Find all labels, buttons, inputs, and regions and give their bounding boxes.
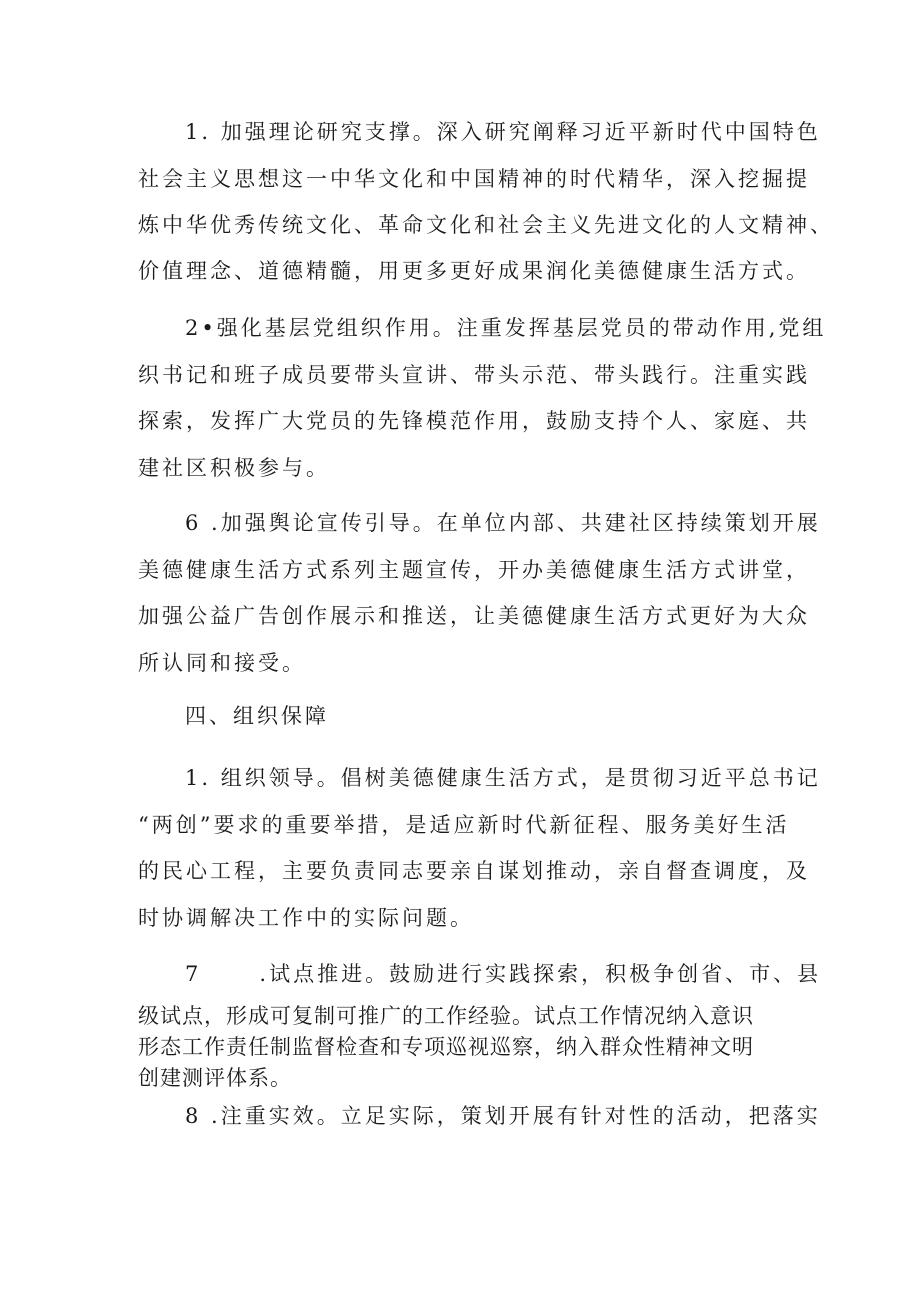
paragraph-3-line-1: 6 .加强舆论宣传引导。在单位内部、共建社区持续策划开展 <box>185 511 821 535</box>
paragraph-3-line-4: 所认同和接受。 <box>138 651 306 675</box>
paragraph-2-line-1: 2•强化基层党组织作用。注重发挥基层党员的带动作用,党组 <box>185 316 827 340</box>
paragraph-1-line-1: 1. 加强理论研究支撑。深入研究阐释习近平新时代中国特色 <box>185 120 821 144</box>
paragraph-1-line-3: 炼中华优秀传统文化、革命文化和社会主义先进文化的人文精神、 <box>138 213 834 237</box>
paragraph-1-line-2: 社会主义思想这一中华文化和中国精神的时代精华，深入挖掘提 <box>138 167 810 191</box>
paragraph-4-line-4: 时协调解决工作中的实际问题。 <box>138 906 474 930</box>
paragraph-4-line-1: 1. 组织领导。倡树美德健康生活方式，是贯彻习近平总书记 <box>185 766 821 790</box>
paragraph-2-line-4: 建社区积极参与。 <box>138 456 330 480</box>
paragraph-2-line-3: 探索，发挥广大党员的先锋模范作用，鼓励支持个人、家庭、共 <box>138 409 810 433</box>
paragraph-2-line-2: 织书记和班子成员要带头宣讲、带头示范、带头践行。注重实践 <box>138 363 810 387</box>
paragraph-5-line-4: 创建测评体系。 <box>138 1066 292 1090</box>
paragraph-5-line-3: 形态工作责任制监督检查和专项巡视巡察，纳入群众性精神文明 <box>138 1035 754 1059</box>
paragraph-5-line-1: 7 .试点推进。鼓励进行实践探索，积极争创省、市、县 <box>185 962 822 986</box>
paragraph-4-line-3: 的民心工程，主要负责同志要亲自谋划推动，亲自督查调度，及 <box>138 859 810 883</box>
paragraph-4-line-2: “两创”要求的重要举措，是适应新时代新征程、服务美好生活 <box>138 813 790 837</box>
paragraph-5-line-2: 级试点，形成可复制可推广的工作经验。试点工作情况纳入意识 <box>138 1004 754 1028</box>
paragraph-6-line-1: 8 .注重实效。立足实际，策划开展有针对性的活动，把落实 <box>185 1104 821 1128</box>
paragraph-1-line-4: 价值理念、道德精髓，用更多更好成果润化美德健康生活方式。 <box>138 259 810 283</box>
paragraph-3-line-3: 加强公益广告创作展示和推送，让美德健康生活方式更好为大众 <box>138 604 810 628</box>
section-heading: 四、组织保障 <box>185 704 329 728</box>
paragraph-3-line-2: 美德健康生活方式系列主题宣传，开办美德健康生活方式讲堂， <box>138 558 810 582</box>
